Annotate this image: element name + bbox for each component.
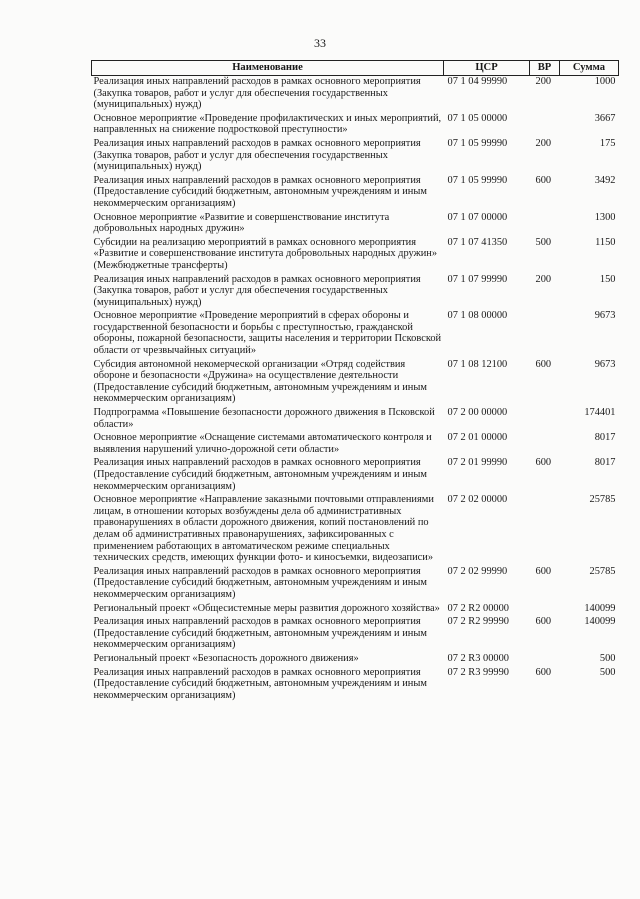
table-row xyxy=(92,138,619,175)
table-row xyxy=(92,603,619,617)
cell-csr: 07 2 00 00000 xyxy=(447,407,508,419)
cell-sum: 8017 xyxy=(594,432,616,444)
cell-name: Региональный проект «Безопасность дорожного движения» xyxy=(93,652,359,664)
cell-name: Основное мероприятие «Проведение профилактических и иных мероприятий, направленных на снижение подростковой преступности» xyxy=(93,112,442,136)
cell-vr: 200 xyxy=(535,273,552,285)
cell-csr: 07 1 05 00000 xyxy=(447,112,508,124)
cell-vr xyxy=(530,653,560,667)
cell-sum: 9673 xyxy=(594,358,616,370)
cell-name: Основное мероприятие «Направление заказными почтовыми отправлениями лицам, в отношении которых возбуждены дела об административных правонарушениях в области дорожного движения, копий постановлений по делам об административных правонарушениях, зафиксированных с применением работающих в автоматическом режиме специальных технических средств, имеющих функции фото- и киносъемки, видеозаписи» xyxy=(93,494,434,564)
cell-vr: 600 xyxy=(535,666,552,678)
cell-name: Реализация иных направлений расходов в рамках основного мероприятия (Закупка товаров, работ и услуг для обеспечения государственных (муниципальных) нужд) xyxy=(93,137,421,173)
cell-csr: 07 2 02 00000 xyxy=(447,494,508,506)
table-row xyxy=(92,237,619,274)
cell-csr: 07 2 R3 00000 xyxy=(447,652,509,664)
header-sum: Сумма xyxy=(560,61,619,76)
cell-sum: 3667 xyxy=(594,112,616,124)
cell-vr: 200 xyxy=(535,137,552,149)
cell-vr xyxy=(530,113,560,138)
cell-sum: 174401 xyxy=(584,407,616,419)
budget-table xyxy=(91,60,619,703)
cell-sum: 140099 xyxy=(584,602,616,614)
table-row xyxy=(92,359,619,407)
cell-vr xyxy=(530,603,560,617)
cell-csr: 07 1 08 12100 xyxy=(447,358,508,370)
cell-vr: 600 xyxy=(535,457,552,469)
cell-csr: 07 1 07 00000 xyxy=(447,211,508,223)
cell-sum: 175 xyxy=(599,137,616,149)
cell-sum: 9673 xyxy=(594,310,616,322)
cell-sum: 1000 xyxy=(594,76,616,87)
cell-csr: 07 1 07 41350 xyxy=(447,236,508,248)
cell-csr: 07 2 R3 99990 xyxy=(447,666,509,678)
table-row xyxy=(92,310,619,358)
cell-csr: 07 1 07 99990 xyxy=(447,273,508,285)
cell-sum: 3492 xyxy=(594,174,616,186)
cell-vr xyxy=(530,310,560,358)
cell-csr: 07 2 02 99990 xyxy=(447,565,508,577)
table-row xyxy=(92,457,619,494)
table-row xyxy=(92,274,619,311)
cell-name: Подпрограмма «Повышение безопасности дорожного движения в Псковской области» xyxy=(93,407,435,430)
cell-name: Субсидия автономной некомерческой организации «Отряд содействия обороне и безопасности «Дружина» на осуществление деятельности (Предоставление субсидий бюджетным, автономным учреждениям и иным некоммерческим организациям) xyxy=(93,358,427,405)
table-row xyxy=(92,407,619,432)
cell-csr: 07 2 01 00000 xyxy=(447,432,508,444)
cell-vr: 600 xyxy=(535,174,552,186)
cell-name: Региональный проект «Общесистемные меры развития дорожного хозяйства» xyxy=(93,602,440,614)
cell-csr: 07 1 08 00000 xyxy=(447,310,508,322)
cell-vr xyxy=(530,494,560,566)
table-row xyxy=(92,667,619,704)
cell-sum: 500 xyxy=(599,666,616,678)
cell-name: Реализация иных направлений расходов в рамках основного мероприятия (Предоставление субсидий бюджетным, автономным учреждениям и иным некоммерческим организациям) xyxy=(93,616,427,651)
cell-csr: 07 2 01 99990 xyxy=(447,457,508,469)
header-name: Наименование xyxy=(92,61,444,76)
cell-sum: 150 xyxy=(599,273,616,285)
table-row xyxy=(92,113,619,138)
cell-name: Реализация иных направлений расходов в рамках основного мероприятия (Предоставление субсидий бюджетным, автономным учреждениям и иным некоммерческим организациям) xyxy=(93,457,427,492)
cell-name: Субсидии на реализацию мероприятий в рамках основного мероприятия «Развитие и совершенствование института добровольных народных дружин» (Межбюджетные трансферты) xyxy=(93,236,438,271)
cell-name: Основное мероприятие «Развитие и совершенствование института добровольных народных дружин» xyxy=(93,211,390,235)
cell-name: Реализация иных направлений расходов в рамках основного мероприятия (Предоставление субсидий бюджетным, автономным учреждениям и иным некоммерческим организациям) xyxy=(93,565,427,600)
table-row xyxy=(92,616,619,653)
page-number: 33 xyxy=(314,36,326,50)
cell-csr: 07 2 R2 99990 xyxy=(447,616,509,628)
table-row xyxy=(92,566,619,603)
cell-vr: 200 xyxy=(535,76,552,87)
cell-name: Реализация иных направлений расходов в рамках основного мероприятия (Предоставление субсидий бюджетным, автономным учреждениям и иным некоммерческим организациям) xyxy=(93,666,427,701)
table-row xyxy=(92,76,619,113)
cell-name: Основное мероприятие «Оснащение системами автоматического контроля и выявления нарушений улично-дорожной сети области» xyxy=(93,432,432,455)
cell-sum: 500 xyxy=(599,652,616,664)
cell-sum: 8017 xyxy=(594,457,616,469)
table-row xyxy=(92,432,619,457)
cell-vr xyxy=(530,407,560,432)
table-row xyxy=(92,175,619,212)
cell-name: Реализация иных направлений расходов в рамках основного мероприятия (Закупка товаров, работ и услуг для обеспечения государственных (муниципальных) нужд) xyxy=(93,273,421,308)
cell-sum: 25785 xyxy=(589,494,616,506)
cell-vr xyxy=(530,212,560,237)
table-row xyxy=(92,212,619,237)
cell-name: Реализация иных направлений расходов в рамках основного мероприятия (Закупка товаров, работ и услуг для обеспечения государственных (муниципальных) нужд) xyxy=(93,76,421,111)
cell-csr: 07 1 04 99990 xyxy=(447,76,508,87)
cell-vr: 600 xyxy=(535,565,552,577)
cell-vr: 500 xyxy=(535,236,552,248)
table-body xyxy=(92,76,619,704)
cell-csr: 07 1 05 99990 xyxy=(447,137,508,149)
cell-name: Реализация иных направлений расходов в рамках основного мероприятия (Предоставление субсидий бюджетным, автономным учреждениям и иным некоммерческим организациям) xyxy=(93,174,427,209)
table-row xyxy=(92,494,619,566)
table-row xyxy=(92,653,619,667)
cell-vr: 600 xyxy=(535,358,552,370)
cell-name: Основное мероприятие «Проведение мероприятий в сферах обороны и государственной безопасности и борьбы с преступностью, гражданской обороны, пожарной безопасности, защиты населения и территории Псковской области от чрезвычайных ситуаций» xyxy=(93,310,442,357)
cell-sum: 1150 xyxy=(595,236,616,248)
cell-vr xyxy=(530,432,560,457)
cell-sum: 140099 xyxy=(584,616,616,628)
cell-csr: 07 1 05 99990 xyxy=(447,174,508,186)
cell-sum: 1300 xyxy=(594,211,616,223)
cell-vr: 600 xyxy=(535,616,552,628)
cell-sum: 25785 xyxy=(589,565,616,577)
cell-csr: 07 2 R2 00000 xyxy=(447,602,509,614)
header-vr: ВР xyxy=(530,61,560,76)
header-csr: ЦСР xyxy=(444,61,530,76)
table-header-row xyxy=(92,61,619,76)
